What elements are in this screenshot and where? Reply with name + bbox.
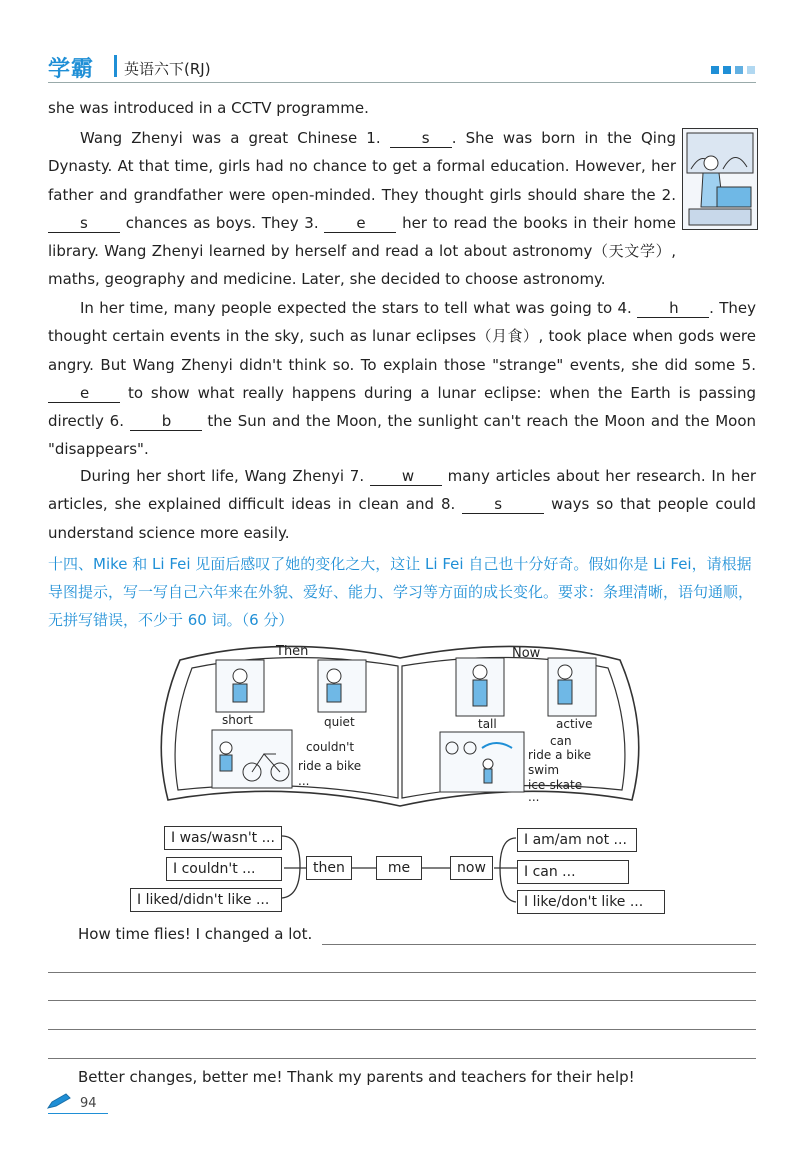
blank-8[interactable]: s — [462, 495, 544, 514]
footer-rule — [48, 1113, 108, 1114]
writing-line-3[interactable] — [48, 1000, 756, 1001]
then-label: Then — [276, 644, 309, 659]
passage-paragraph-2 — [48, 294, 756, 464]
blank-2[interactable]: s — [48, 214, 120, 233]
active-label: active — [556, 717, 593, 731]
p1-text-e: her to read the books in their home library. Wang Zhenyi learned by herself and read a lot about astronomy（天文学）, maths, geography and medicine. Later, she decided to choose astronomy. — [48, 213, 677, 289]
blank-5[interactable]: e — [48, 384, 120, 403]
box-i-am: I am/am not ... — [517, 828, 637, 852]
box-me: me — [376, 856, 422, 880]
writing-line-4[interactable] — [48, 1029, 756, 1030]
header-square — [735, 66, 743, 74]
can-label-1: can — [550, 734, 572, 748]
now-label: Now — [512, 646, 541, 661]
box-now: now — [450, 856, 493, 880]
header-divider — [114, 55, 117, 77]
p1-text-a: Wang Zhenyi was a great Chinese 1. — [80, 129, 390, 147]
wang-zhenyi-illustration — [682, 128, 758, 230]
quiet-label: quiet — [324, 715, 355, 729]
p3-text-d: ways so that people could understand science more easily. — [48, 495, 756, 542]
p2-text-d: to show what really happens during a lunar eclipse: when the Earth is passing directly 6. — [48, 383, 756, 431]
p3-text-a: During her short life, Wang Zhenyi 7. — [80, 467, 370, 485]
passage-paragraph-1 — [48, 124, 676, 294]
question-14-prompt: 十四、Mike 和 Li Fei 见面后感叹了她的变化之大，这让 Li Fei 自己也十分好奇。假如你是 Li Fei，请根据导图提示，写一写自己六年来在外貌、爱好、能力、学习等方面的成长变化。要求：条理清晰，语句通顺，无拼写错误，不少于 60 词。（6 分） — [48, 555, 754, 629]
p1-text-c: . She was born in the Qing Dynasty. At that time, girls had no chance to get a formal education. However, her father and grandfather were open-minded. They thought girls should share the 2. — [48, 129, 676, 204]
writing-closing: Better changes, better me! Thank my parents and teachers for their help! — [78, 1068, 635, 1086]
header-square — [747, 66, 755, 74]
writing-opening: How time flies! I changed a lot. — [78, 925, 313, 943]
pencil-icon — [46, 1092, 72, 1110]
blank-1[interactable]: s — [390, 129, 452, 148]
p2-text-c: . They thought certain events in the sky, such as lunar eclipses（月食）, took place when gods were angry. But Wang Zhenyi didn't think so. To explain those "strange" events, she did some 5. — [48, 299, 756, 374]
header-square — [711, 66, 719, 74]
p3-text-c: many articles about her research. In her articles, she explained difficult ideas in clean and 8. — [48, 467, 756, 514]
header-square — [723, 66, 731, 74]
writing-line-5[interactable] — [48, 1058, 756, 1059]
can-label-2: ride a bike — [528, 748, 592, 762]
p1-text-d: chances as boys. They 3. — [120, 213, 325, 232]
can-label-3: swim — [528, 763, 560, 777]
box-i-couldnt: I couldn't ... — [166, 857, 282, 881]
box-i-can: I can ... — [517, 860, 629, 884]
page-number: 94 — [80, 1096, 97, 1111]
passage-line-0: she was introduced in a CCTV programme. — [48, 99, 369, 117]
box-i-like: I like/don't like ... — [517, 890, 665, 914]
couldnt-label-3: ... — [298, 774, 310, 788]
passage-paragraph-3 — [48, 462, 756, 547]
book-subtitle: 英语六下(RJ) — [124, 60, 211, 78]
blank-3[interactable]: e — [324, 214, 396, 233]
writing-line-1[interactable] — [322, 944, 756, 945]
box-i-liked: I liked/didn't like ... — [130, 888, 282, 912]
blank-6[interactable]: b — [130, 412, 202, 431]
tall-label: tall — [478, 717, 497, 731]
blank-7[interactable]: w — [370, 467, 442, 486]
header-rule — [48, 82, 756, 83]
box-then: then — [306, 856, 352, 880]
couldnt-label-1: couldn't — [306, 740, 355, 754]
can-label-5: ... — [528, 790, 540, 804]
writing-line-2[interactable] — [48, 972, 756, 973]
p2-text-a: In her time, many people expected the stars to tell what was going to 4. — [80, 299, 638, 317]
short-label: short — [222, 713, 253, 727]
box-i-was: I was/wasn't ... — [164, 826, 282, 850]
couldnt-label-2: ride a bike — [298, 759, 362, 773]
p2-text-e: the Sun and the Moon, the sunlight can't reach the Moon and the Moon "disappears". — [48, 412, 757, 459]
can-label-4: ice-skate — [528, 778, 583, 792]
brand-logo: 学霸 — [48, 57, 95, 82]
blank-4[interactable]: h — [637, 299, 709, 318]
